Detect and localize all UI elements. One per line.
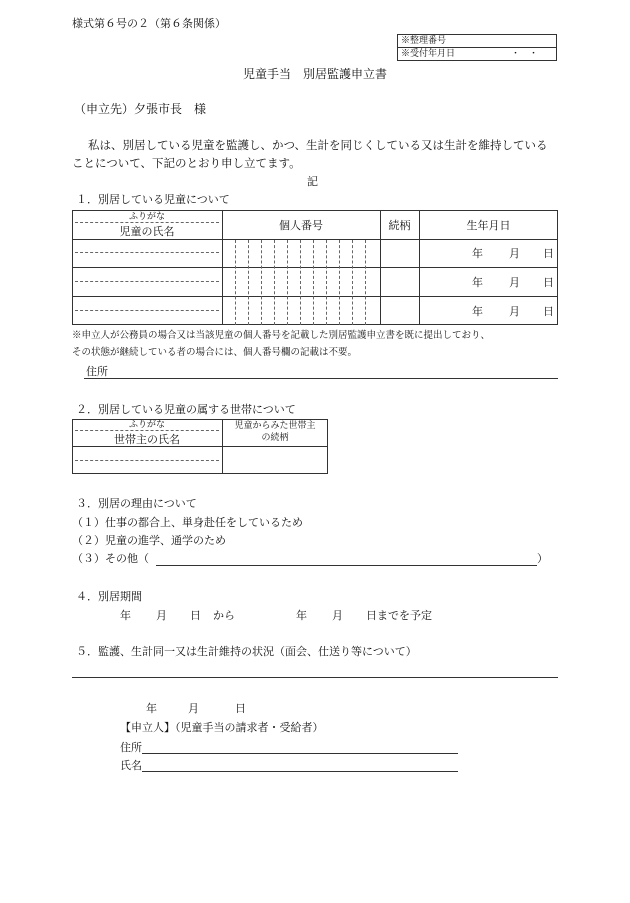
- head-name-header: 世帯主の氏名: [114, 433, 180, 446]
- period-start-year: 年: [120, 609, 131, 622]
- page-title: 児童手当 別居監護申立書: [243, 67, 388, 81]
- child-address-label: 住所: [86, 365, 108, 378]
- period-until: 日までを予定: [366, 609, 432, 622]
- period-end-month: 月: [332, 609, 343, 622]
- statement-line-1: 私は、別居している児童を監護し、かつ、生計を同じくしている又は生計を維持している: [88, 138, 548, 152]
- received-date-dots: ・ ・: [511, 49, 539, 59]
- birth-year-label: 年: [472, 305, 483, 318]
- section-1-heading: １．別居している児童について: [76, 193, 230, 206]
- applicant-name-line[interactable]: [142, 771, 458, 772]
- statement-line-2: ことについて、下記のとおり申し立てます。: [72, 156, 301, 170]
- head-relation-header-1: 児童からみた世帯主: [234, 421, 316, 431]
- personal-number-header: 個人番号: [279, 219, 323, 232]
- reason-option-3[interactable]: （３）その他（: [72, 552, 149, 565]
- received-date-label: ※受付年月日: [401, 49, 456, 59]
- head-relation-header-2: の続柄: [261, 433, 289, 443]
- head-furigana-header: ふりがな: [128, 420, 165, 430]
- child-furigana-header: ふりがな: [128, 212, 165, 222]
- birth-month-label: 月: [509, 247, 520, 260]
- relationship-header: 続柄: [388, 219, 411, 232]
- reason-option-2[interactable]: （２）児童の進学、通学のため: [72, 534, 226, 547]
- birth-month-label: 月: [509, 305, 520, 318]
- office-box-divider: [397, 47, 557, 48]
- birth-day-label: 日: [543, 276, 554, 289]
- applicant-name-label: 氏名: [120, 759, 142, 772]
- birth-day-label: 日: [543, 247, 554, 260]
- addressee: （申立先）夕張市長 様: [74, 102, 207, 116]
- birth-day-label: 日: [543, 305, 554, 318]
- applicant-label: 【申立人】（児童手当の請求者・受給者）: [120, 721, 324, 734]
- period-start-day: 日: [190, 609, 201, 622]
- birth-year-label: 年: [472, 276, 483, 289]
- birth-month-label: 月: [509, 276, 520, 289]
- birth-year-label: 年: [472, 247, 483, 260]
- section-3-heading: ３．別居の理由について: [76, 497, 197, 510]
- birthdate-header: 生年月日: [466, 219, 511, 232]
- note-line-1: ※申立人が公務員の場合又は当該児童の個人番号を記載した別居監護申立書を既に提出しており、: [72, 330, 491, 341]
- status-line[interactable]: [72, 677, 558, 678]
- section-5-heading: ５．監護、生計同一又は生計維持の状況（面会、仕送り等について）: [76, 645, 417, 658]
- reason-option-1[interactable]: （１）仕事の都合上、単身赴任をしているため: [72, 516, 303, 529]
- ki-label: 記: [307, 175, 318, 188]
- other-reason-line[interactable]: [156, 565, 537, 566]
- other-reason-close: ）: [537, 552, 548, 565]
- period-from: から: [213, 609, 235, 622]
- child-address-line[interactable]: [84, 378, 558, 379]
- section-4-heading: ４．別居期間: [76, 590, 142, 603]
- form-id: 様式第６号の２（第６条関係）: [72, 17, 226, 30]
- sign-day: 日: [235, 702, 246, 715]
- note-line-2: その状態が継続している者の場合には、個人番号欄の記載は不要。: [72, 347, 358, 358]
- period-start-month: 月: [156, 609, 167, 622]
- sign-month: 月: [188, 702, 199, 715]
- section-2-heading: ２．別居している児童の属する世帯について: [76, 403, 296, 416]
- applicant-address-line[interactable]: [142, 753, 458, 754]
- child-name-header: 児童の氏名: [119, 225, 175, 238]
- reference-number-label: ※整理番号: [401, 36, 447, 46]
- sign-year: 年: [146, 702, 157, 715]
- period-end-year: 年: [296, 609, 307, 622]
- applicant-address-label: 住所: [120, 741, 142, 754]
